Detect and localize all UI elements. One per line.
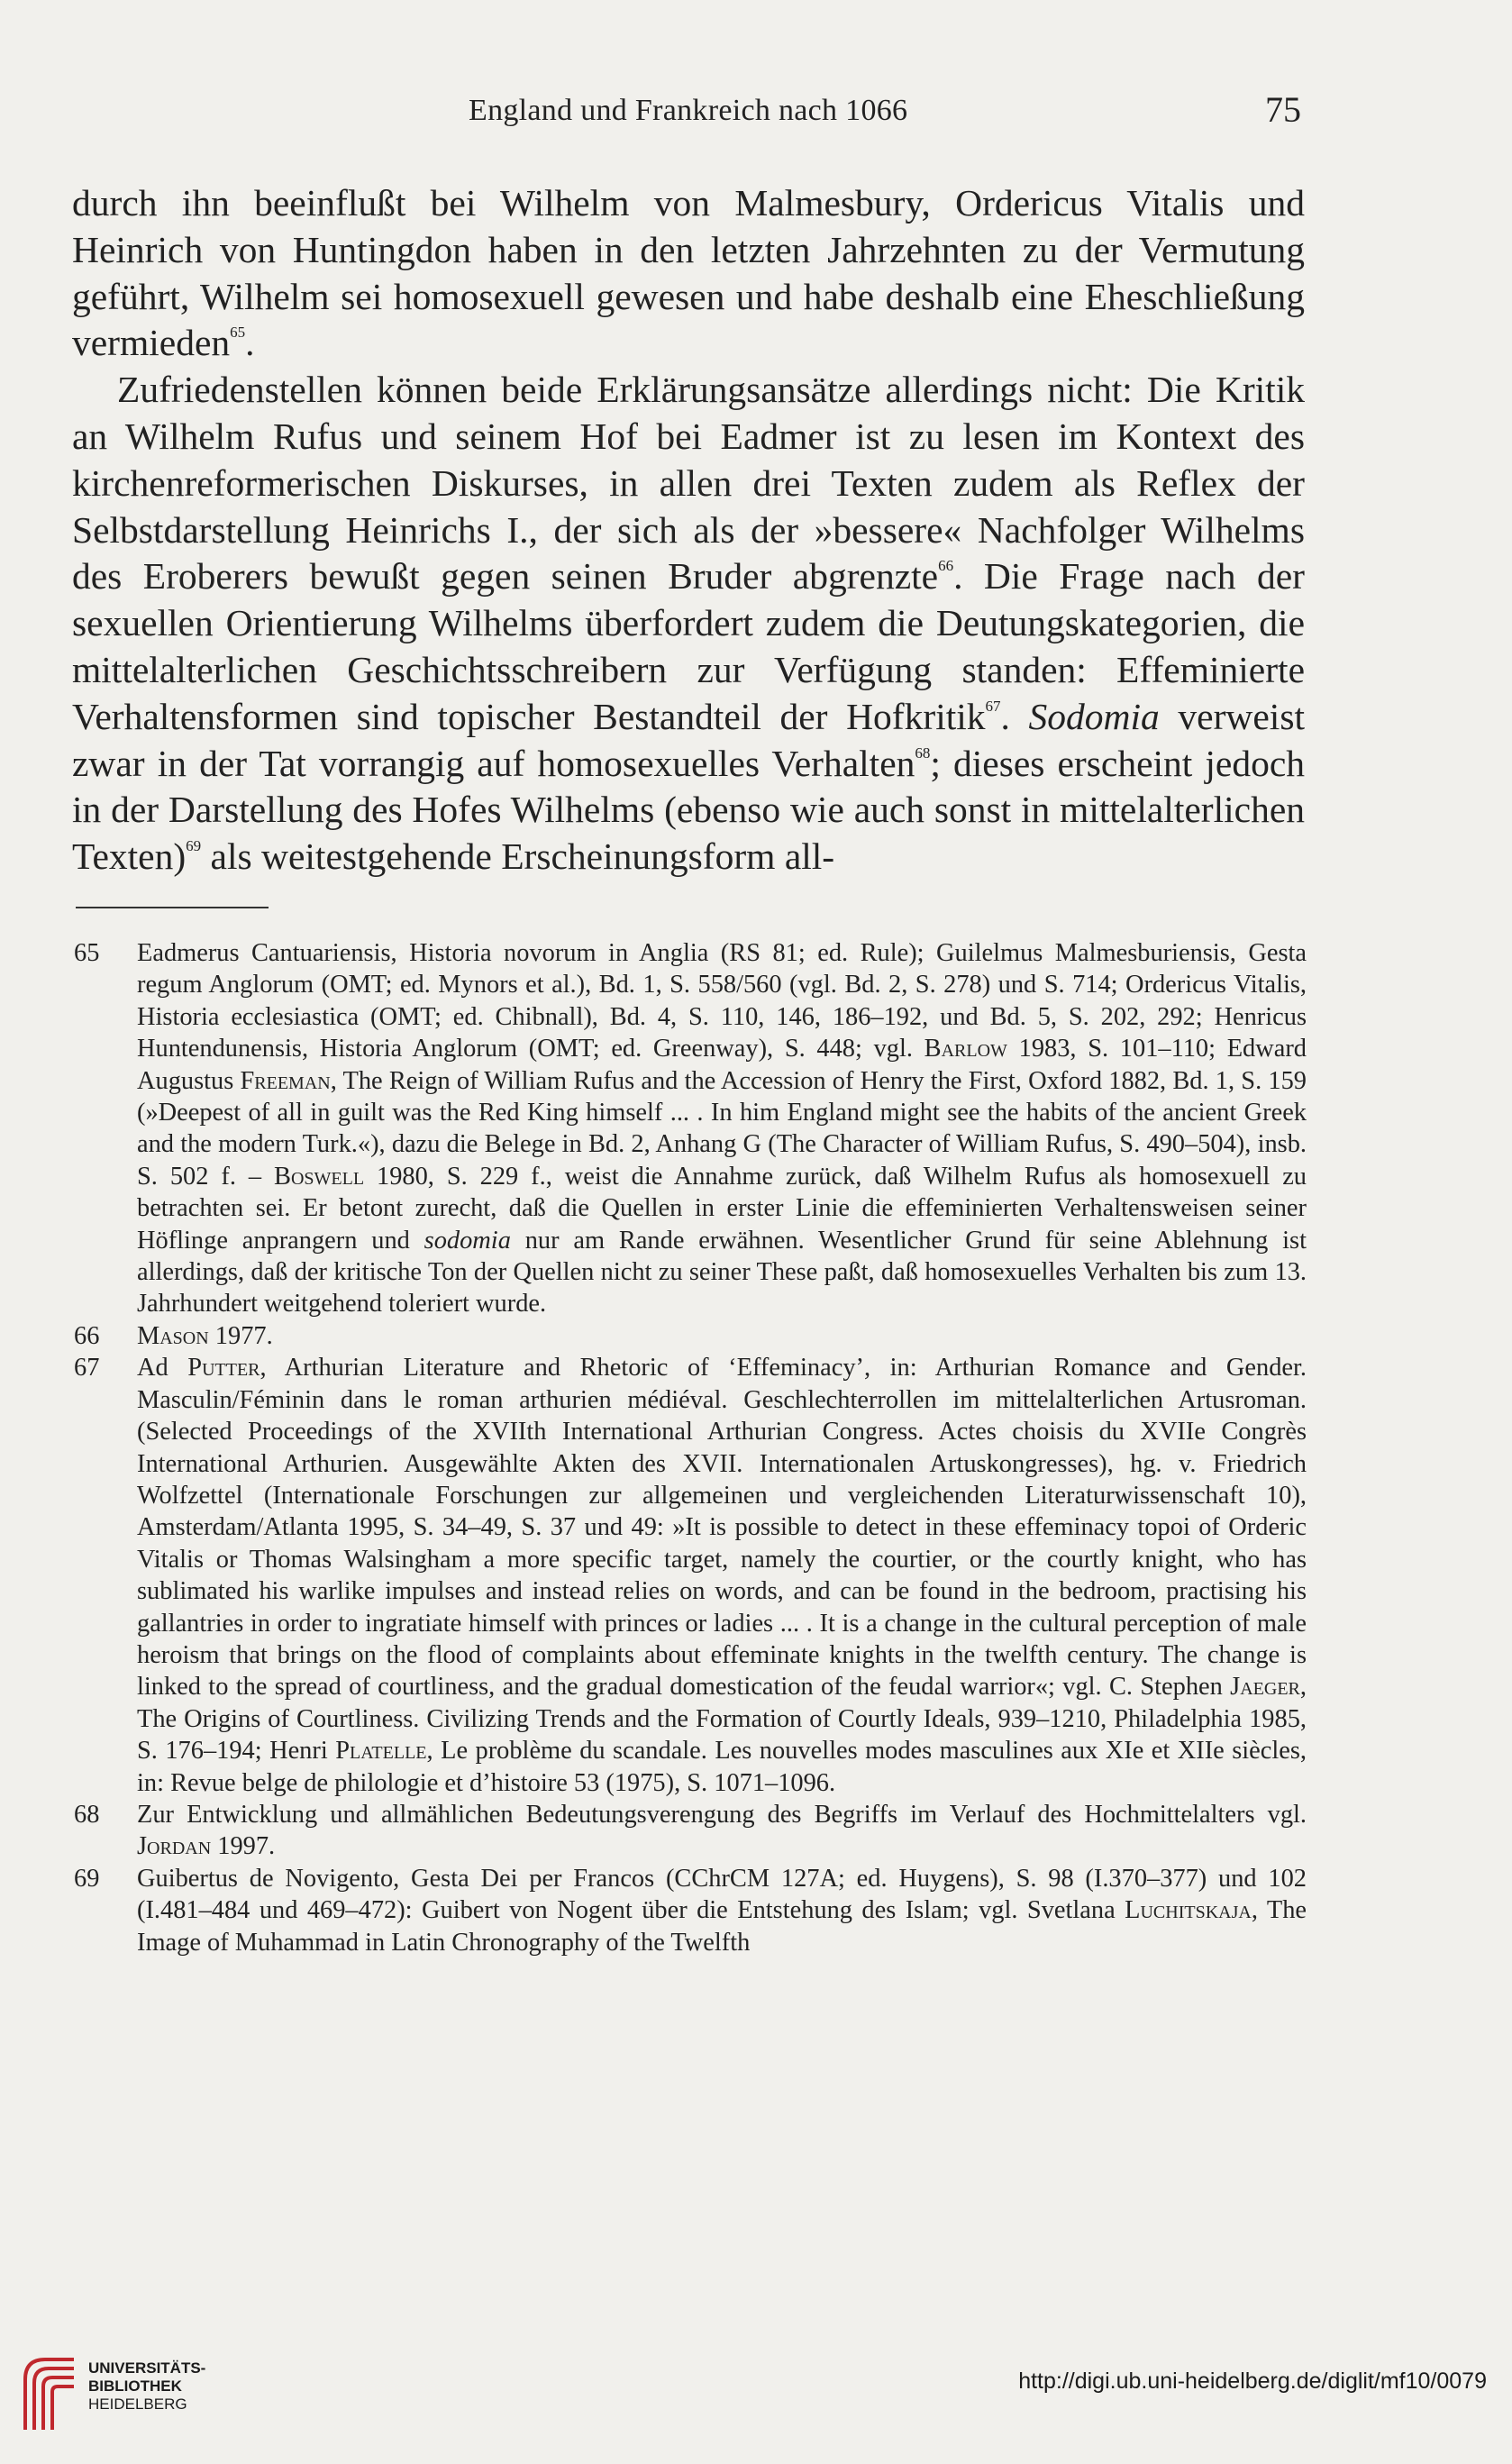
main-text (72, 180, 1305, 881)
footnotes (72, 937, 1307, 1958)
footnote-ref-65[interactable]: 65 (230, 324, 246, 342)
fn-text-segment: 1980, S. 229 f., weist die Annahme zurück, daß Wilhelm Rufus als homosexuell zu betrachten sei. Er betont zurecht, daß die Quellen in erster Linie die effeminierten Verhaltensweisen seiner Höflinge anprangern und (137, 1162, 1307, 1255)
footnote-number: 66 (74, 1321, 100, 1350)
paragraph-1-text: durch ihn beeinflußt bei Wilhelm von Malmesbury, Ordericus Vitalis und Heinrich von Huntingdon haben in den letzten Jahrzehnten zu der Vermutung geführt, Wilhelm sei homosexuell gewesen und habe deshalb eine Eheschließung vermieden (72, 182, 1305, 364)
fn-text-segment: 1983, S. 101–110; Edward Augustus (137, 1035, 1307, 1095)
footnote-68 (72, 1799, 1307, 1863)
paragraph-2-part-c: . (1000, 695, 1029, 737)
footnote-65 (72, 937, 1307, 1320)
fn-text-segment: 1997. (211, 1832, 276, 1861)
library-name-line-1: UNIVERSITÄTS- (88, 2359, 206, 2377)
footnote-number: 69 (74, 1864, 100, 1893)
fn-text-segment: , Le problème du scandale. Les nouvelles modes masculines aux XIe et XIIe siècles, in: Revue belge de philologie et d’histoire 53 (1975), S. 1071–1096. (137, 1737, 1307, 1797)
author-name: Boswell (274, 1162, 365, 1191)
footnote-number: 67 (74, 1354, 100, 1383)
sodomia-term: Sodomia (1028, 695, 1160, 737)
fn-text-segment: , The Origins of Courtliness. Civilizing Trends and the Formation of Courtly Ideals, 939–1210, Philadelphia 1985, S. 176–194; Henri (137, 1673, 1307, 1766)
footnote-text (137, 1863, 1307, 1958)
fn-text-segment: Guibertus de Novigento, Gesta Dei per Francos (CChrCM 127A; ed. Huygens), S. 98 (I.370–377) und 102 (I.481–484 und 469–472): Guibert von Nogent über die Entstehung des Islam; vgl. Svetlana (137, 1864, 1307, 1925)
author-name: Jordan (137, 1832, 212, 1861)
paragraph-1-end: . (245, 322, 255, 364)
library-logo-icon (18, 2352, 81, 2433)
fn-text-segment: Zur Entwicklung und allmählichen Bedeutungsverengung des Begriffs im Verlauf des Hochmittelalters vgl. (137, 1800, 1307, 1829)
footnote-ref-68[interactable]: 68 (915, 744, 931, 762)
fn-text-segment: nur am Rande erwähnen. Wesentlicher Grund für seine Ablehnung ist allerdings, daß der kritische Ton der Quellen nicht zu seiner These paßt, daß homosexuelles Verhalten bis zum 13. Jahrhundert weitgehend toleriert wurde. (137, 1226, 1307, 1319)
author-name: Luchitskaja (1125, 1896, 1252, 1925)
footnote-text (137, 1352, 1307, 1799)
running-head-title: England und Frankreich nach 1066 (469, 94, 908, 127)
paragraph-2-part-b: . Die Frage nach der sexuellen Orientierung Wilhelms überfordert zudem die Deutungskategorien, die mittelalterlichen Geschichtsschreibern zur Verfügung standen: Effeminierte Verhaltensformen sind topischer Bestandteil der Hofkritik (72, 555, 1305, 737)
paragraph-2-part-d: verweist zwar in der Tat vorrangig auf homosexuelles Verhalten (72, 695, 1306, 784)
footnote-text (137, 937, 1307, 1320)
author-name: Putter (187, 1354, 260, 1383)
footnote-ref-66[interactable]: 66 (938, 557, 954, 575)
author-name: Freeman (240, 1066, 331, 1095)
fn-text-segment: Ad (137, 1354, 188, 1383)
source-url[interactable]: http://digi.ub.uni-heidelberg.de/diglit/mf10/0079 (1018, 2368, 1487, 2394)
running-head (0, 88, 1512, 142)
fn-text-segment: , Arthurian Literature and Rhetoric of ‘Effeminacy’, in: Arthurian Romance and Gender. Masculin/Féminin dans le roman arthurien médiéval. Geschlechterrollen im mittelalterlichen Artusroman. (Selected Proceedings of the XVIIth International Arthurian Congress. Actes choisis du XVIIe Congrès International Arthurien. Ausgewählte Akten des XVII. Internationalen Artuskongresses), hg. v. Friedrich Wolfzettel (Internationale Forschungen zur allgemeinen und vergleichenden Literaturwissenschaft 10), Amsterdam/Atlanta 1995, S. 34–49, S. 37 und 49: »It is possible to detect in these effeminacy topoi of Orderic Vitalis or Thomas Walsingham a more specific target, namely the courtier, or the courtly knight, who has sublimated his warlike impulses and instead relies on words, and can be found in the bedroom, practising his gallantries in order to ingratiate himself with princes or ladies ... . It is a change in the cultural perception of male heroism that brings on the flood of complaints about effeminate knights in the twelfth century. The change is linked to the spread of courtliness, and the gradual domestication of the feudal warrior«; vgl. C. Stephen (137, 1354, 1307, 1702)
author-name: Barlow (924, 1035, 1007, 1063)
author-name: Mason (137, 1321, 209, 1350)
paragraph-2-part-e: ; dieses erscheint jedoch in der Darstellung des Hofes Wilhelms (ebenso wie auch sonst in mittelalterlichen Texten) (72, 742, 1306, 878)
author-name: Jaeger (1230, 1673, 1300, 1702)
footnote-ref-69[interactable]: 69 (186, 837, 202, 855)
page-number: 75 (1265, 89, 1301, 130)
footnote-text (137, 1320, 1307, 1352)
library-logo[interactable] (18, 2352, 288, 2442)
library-name (88, 2359, 205, 2414)
footnote-67 (72, 1352, 1307, 1799)
paragraph-2-part-f: als weitestgehende Erscheinungsform all- (201, 835, 835, 878)
fn-text-segment: , The Image of Muhammad in Latin Chronography of the Twelfth (137, 1896, 1307, 1957)
fn-text-segment: 1977. (208, 1321, 273, 1350)
footnote-separator (76, 907, 269, 908)
paragraph-2 (72, 367, 1305, 881)
italic-term: sodomia (424, 1226, 511, 1255)
author-name: Platelle (335, 1737, 427, 1766)
footnote-ref-67[interactable]: 67 (985, 697, 1001, 715)
footnote-number: 68 (74, 1800, 100, 1829)
library-name-line-2: BIBLIOTHEK (88, 2377, 182, 2395)
library-name-line-3: HEIDELBERG (88, 2396, 187, 2413)
paragraph-1 (72, 180, 1305, 367)
footnote-69 (72, 1863, 1307, 1958)
fn-text-segment: Eadmerus Cantuariensis, Historia novorum in Anglia (RS 81; ed. Rule); Guilelmus Malmesburiensis, Gesta regum Anglorum (OMT; ed. Mynors et al.), Bd. 1, S. 558/560 (vgl. Bd. 2, S. 278) und S. 714; Ordericus Vitalis, Historia ecclesiastica (OMT; ed. Chibnall), Bd. 4, S. 110, 146, 186–192, und Bd. 5, S. 202, 292; Henricus Huntendunensis, Historia Anglorum (OMT; ed. Greenway), S. 448; vgl. (137, 939, 1307, 1063)
paragraph-2-part-a: Zufriedenstellen können beide Erklärungsansätze allerdings nicht: Die Kritik an Wilhelm Rufus und seinem Hof bei Eadmer ist zu lesen im Kontext des kirchenreformerischen Diskurses, in allen drei Texten zudem als Reflex der Selbstdarstellung Heinrichs I., der sich als der »bessere« Nachfolger Wilhelms des Eroberers bewußt gegen seinen Bruder abgrenzte (72, 369, 1305, 598)
footnote-number: 65 (74, 939, 100, 967)
fn-text-segment: , The Reign of William Rufus and the Accession of Henry the First, Oxford 1882, Bd. 1, S. 159 (»Deepest of all in guilt was the Red King himself ... . In him England might see the habits of the ancient Greek and the modern Turk.«), dazu die Belege in Bd. 2, Anhang G (The Character of William Rufus, S. 490–504), insb. S. 502 f. – (137, 1066, 1307, 1191)
footnote-66 (72, 1320, 1307, 1352)
footnote-text (137, 1799, 1307, 1863)
